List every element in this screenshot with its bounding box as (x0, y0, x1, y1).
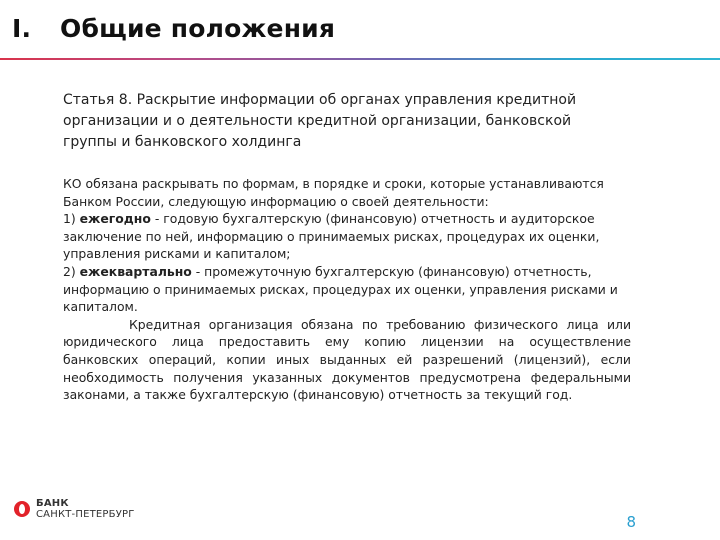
intro-paragraph (63, 175, 631, 210)
section-title: Общие положения (60, 14, 336, 43)
title-divider (0, 58, 720, 60)
logo-line-2: САНКТ-ПЕТЕРБУРГ (36, 509, 135, 520)
item2-text: - промежуточную бухгалтерскую (финансовую) отчетность, информацию о принимаемых рисках, процедурах их оценки, управления рисками и капиталом. (63, 263, 618, 315)
bank-logo-text (36, 498, 135, 520)
item2-keyword: ежеквартально (79, 263, 192, 279)
item2-prefix: 2) (63, 263, 80, 279)
section-number: I. (12, 14, 32, 43)
logo-line-1: БАНК (36, 498, 69, 509)
item1-text: - годовую бухгалтерскую (финансовую) отчетность и аудиторское заключение по ней, информацию о принимаемых рисках, процедурах их оценки, управления рисками и капиталом; (63, 211, 600, 262)
list-item-quarterly (63, 263, 631, 316)
item1-prefix: 1) (63, 211, 80, 227)
article-heading: Статья 8. Раскрытие информации об органах управления кредитной организации и о деятельности кредитной организации, банковской группы и банковского холдинга (63, 92, 577, 150)
item1-keyword: ежегодно (79, 211, 151, 227)
body-text (63, 175, 631, 404)
list-item-annual (63, 210, 631, 263)
bank-logo-icon (14, 501, 30, 517)
bank-logo (14, 498, 135, 520)
license-paragraph: Кредитная организация обязана по требованию физического лица или юридического лица предоставить ему копию лицензии на осуществление банковских операций, копии иных выданных ей разрешений (лицензий), если необходимость получения указанных документов предусмотрена федеральными законами, а также бухгалтерскую (финансовую) отчетность за текущий год. (63, 316, 631, 403)
page-number: 8 (626, 513, 636, 531)
intro-text: КО обязана раскрывать по формам, в порядке и сроки, которые устанавливаются Банком России, следующую информацию о своей деятельности: (63, 176, 604, 209)
slide-title (12, 14, 335, 43)
